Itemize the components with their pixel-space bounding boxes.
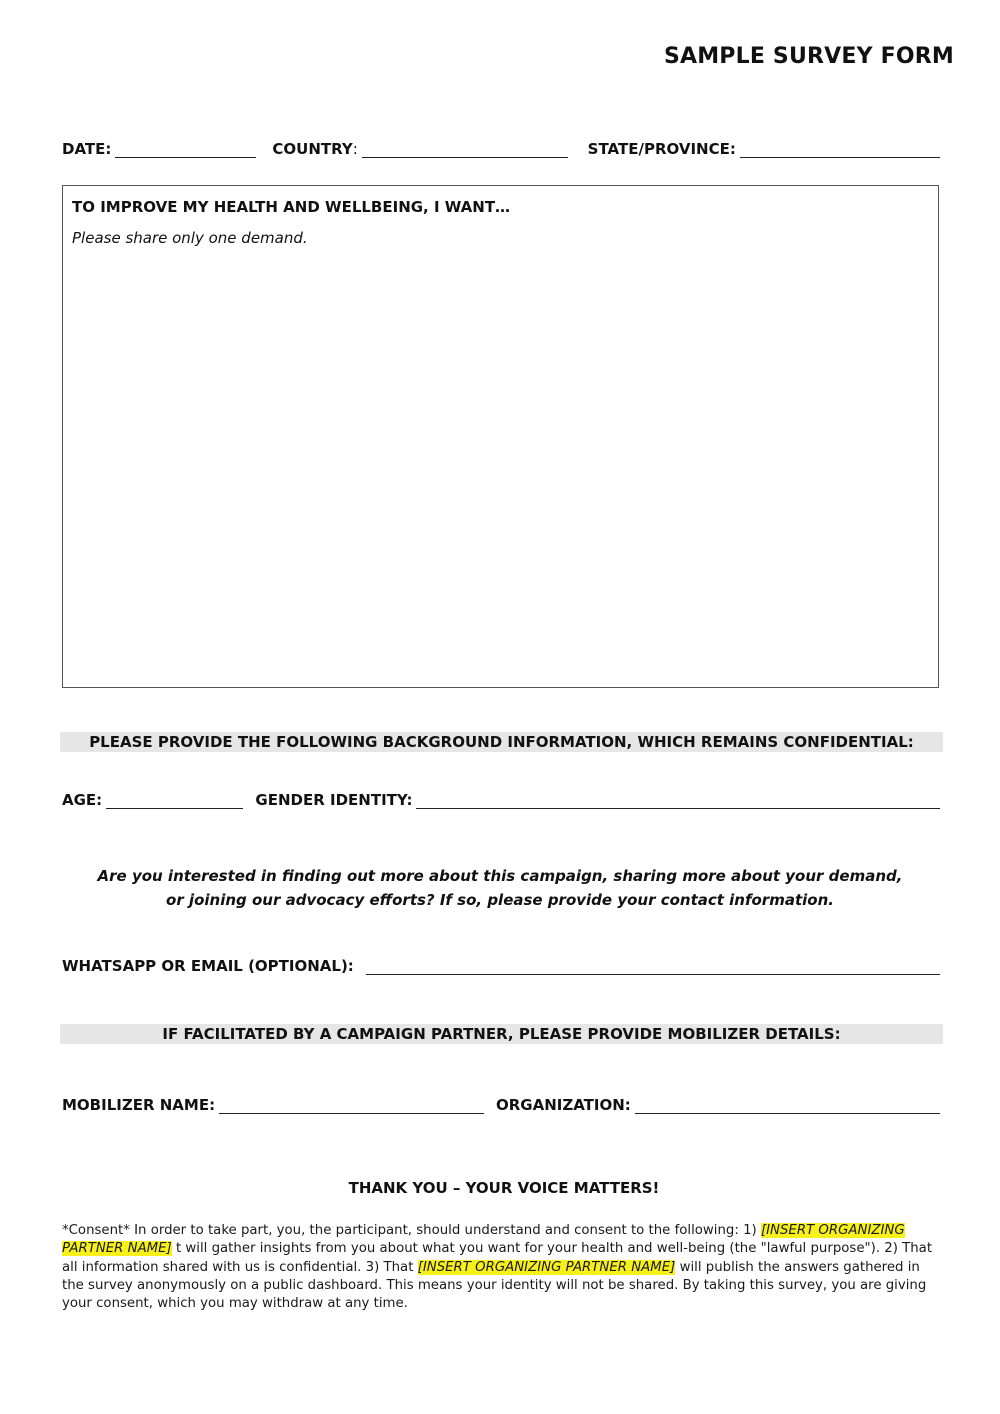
demand-heading: TO IMPROVE MY HEALTH AND WELLBEING, I WANT… (72, 198, 511, 216)
date-label: DATE: (62, 140, 112, 158)
state-label: STATE/PROVINCE: (587, 140, 736, 158)
country-field[interactable] (362, 157, 568, 158)
organization-label: ORGANIZATION: (495, 1096, 631, 1114)
country-label: COUNTRY (272, 140, 353, 158)
demographics-row (62, 791, 940, 809)
mobilizer-section-bar: IF FACILITATED BY A CAMPAIGN PARTNER, PLEASE PROVIDE MOBILIZER DETAILS: (60, 1024, 943, 1044)
page-title: SAMPLE SURVEY FORM (663, 44, 954, 69)
state-field[interactable] (740, 157, 940, 158)
consent-part2: t will gather insights from you about what you want for your health and well-being (the "lawful purpose"). 2) That all information shared with us is confidential. 3) That (62, 1241, 933, 1275)
contact-question (0, 864, 1000, 912)
organization-field[interactable] (635, 1113, 940, 1114)
contact-question-line2: or joining our advocacy efforts? If so, please provide your contact information. (166, 891, 834, 909)
gender-label: GENDER IDENTITY: (255, 791, 413, 809)
date-field[interactable] (115, 157, 256, 158)
contact-question-line1: Are you interested in finding out more about this campaign, sharing more about your demand, (97, 867, 903, 885)
country-label-wrap (272, 140, 357, 158)
age-field[interactable] (106, 808, 243, 809)
mobilizer-name-field[interactable] (219, 1113, 484, 1114)
header-fields-row (62, 140, 940, 158)
partner-placeholder-1: [INSERT ORGANIZING PARTNER NAME] (62, 1223, 905, 1257)
thank-you-message: THANK YOU – YOUR VOICE MATTERS! (348, 1179, 660, 1197)
age-label: AGE: (62, 791, 103, 809)
background-section-bar: PLEASE PROVIDE THE FOLLOWING BACKGROUND INFORMATION, WHICH REMAINS CONFIDENTIAL: (60, 732, 943, 752)
demand-subheading: Please share only one demand. (72, 229, 308, 247)
consent-text (62, 1222, 942, 1313)
consent-part1: *Consent* In order to take part, you, the participant, should understand and consent to the following: 1) (62, 1223, 761, 1238)
country-colon: : (352, 140, 358, 158)
mobilizer-row (62, 1096, 940, 1114)
gender-field[interactable] (416, 808, 940, 809)
consent-part3: will publish the answers gathered in the survey anonymously on a public dashboard. This means your identity will not be shared. By taking this survey, you are giving your consent, which you may withdraw at any time. (62, 1259, 927, 1312)
contact-label: WHATSAPP OR EMAIL (OPTIONAL): (62, 957, 354, 975)
mobilizer-name-label: MOBILIZER NAME: (62, 1096, 216, 1114)
partner-placeholder-2: [INSERT ORGANIZING PARTNER NAME] (417, 1259, 676, 1275)
contact-row (62, 957, 940, 975)
demand-textarea[interactable] (62, 185, 939, 688)
contact-field[interactable] (366, 974, 940, 975)
